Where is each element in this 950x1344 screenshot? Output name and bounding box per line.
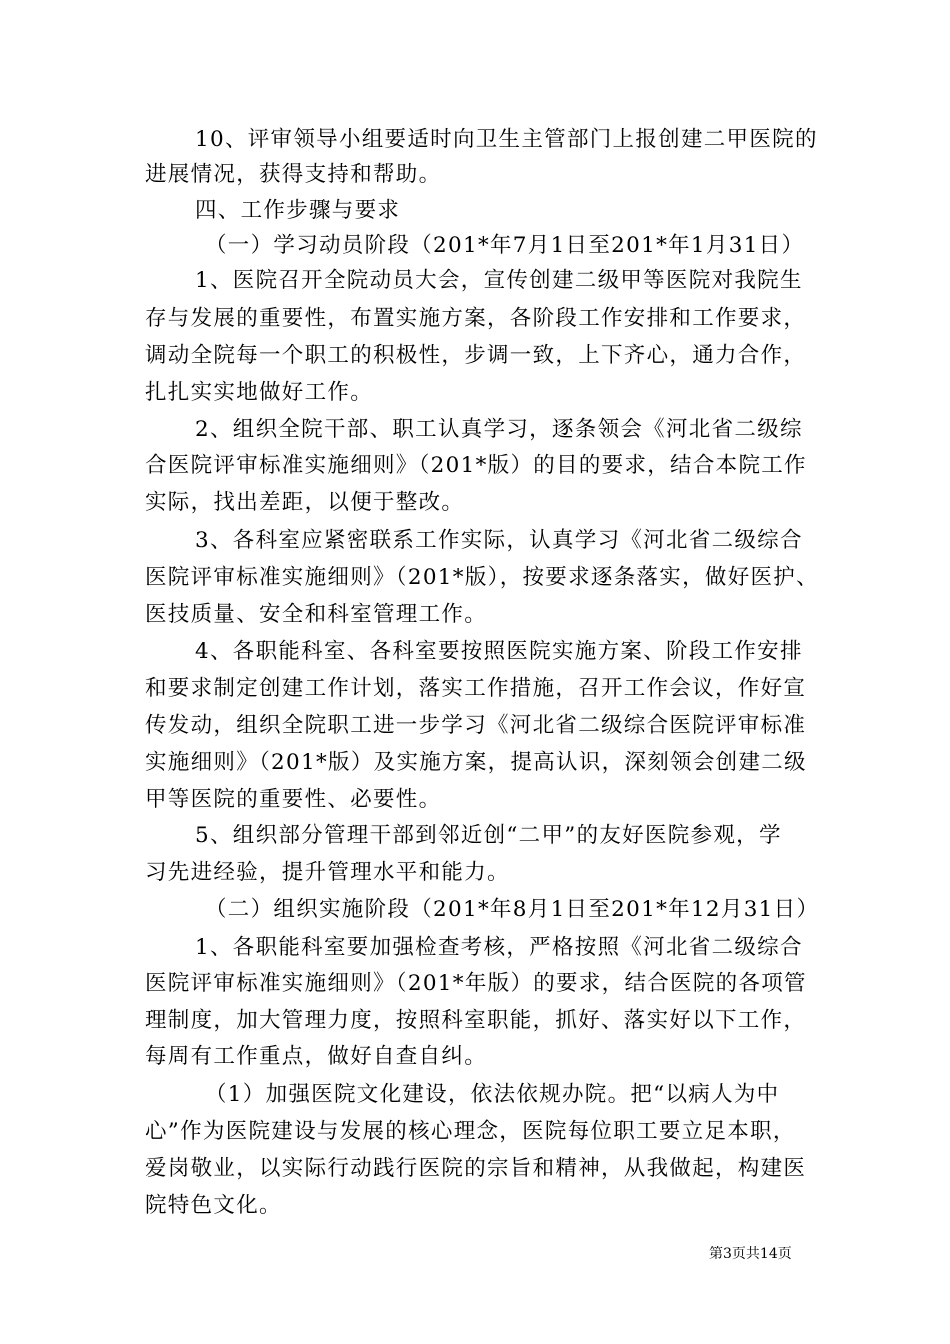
paragraph-line: 调动全院每一个职工的积极性，步调一致，上下齐心，通力合作， [145,343,807,368]
paragraph-line: 实施细则》（201*版）及实施方案，提高认识，深刻领会创建二级 [145,750,807,775]
paragraph-line: 理制度，加大管理力度，按照科室职能，抓好、落实好以下工作， [145,1008,807,1033]
paragraph-line: 心”作为医院建设与发展的核心理念，医院每位职工要立足本职， [145,1119,796,1144]
paragraph-line: 2、组织全院干部、职工认真学习，逐条领会《河北省二级综 [195,417,803,442]
paragraph-line: 每周有工作重点，做好自查自纠。 [145,1044,488,1069]
page-number: 第3页共14页 [709,1246,792,1262]
paragraph-line: 院特色文化。 [145,1193,282,1218]
paragraph-line: 1、医院召开全院动员大会，宣传创建二级甲等医院对我院生 [195,268,803,293]
paragraph-line: 传发动，组织全院职工进一步学习《河北省二级综合医院评审标准 [145,713,807,738]
paragraph-line: 甲等医院的重要性、必要性。 [145,787,442,812]
paragraph-line: 扎扎实实地做好工作。 [145,380,374,405]
subsection-heading: （一）学习动员阶段（201*年7月1日至201*年1月31日） [205,233,805,258]
paragraph-line: 存与发展的重要性，布置实施方案，各阶段工作安排和工作要求， [145,306,807,331]
paragraph-line: 进展情况，获得支持和帮助。 [145,162,442,187]
paragraph-line: 爱岗敬业，以实际行动践行医院的宗旨和精神，从我做起，构建医 [145,1156,807,1181]
paragraph-line: 医院评审标准实施细则》（201*版），按要求逐条落实，做好医护、 [145,565,819,590]
paragraph-line: 3、各科室应紧密联系工作实际，认真学习《河北省二级综合 [195,528,803,553]
paragraph-line: 医技质量、安全和科室管理工作。 [145,602,488,627]
paragraph-line: 1、各职能科室要加强检查考核，严格按照《河北省二级综合 [195,935,803,960]
paragraph-line: 10、评审领导小组要适时向卫生主管部门上报创建二甲医院的 [195,127,818,152]
paragraph-line: （1）加强医院文化建设，依法依规办院。把“以病人为中 [205,1082,780,1107]
paragraph-line: 合医院评审标准实施细则》（201*版）的目的要求，结合本院工作 [145,453,807,478]
paragraph-line: 5、组织部分管理干部到邻近创“二甲”的友好医院参观，学 [195,823,782,848]
paragraph-line: 和要求制定创建工作计划，落实工作措施，召开工作会议，作好宣 [145,676,807,701]
subsection-heading: （二）组织实施阶段（201*年8月1日至201*年12月31日） [205,897,820,922]
paragraph-line: 医院评审标准实施细则》（201*年版）的要求，结合医院的各项管 [145,971,807,996]
paragraph-line: 习先进经验，提升管理水平和能力。 [145,860,510,885]
paragraph-line: 4、各职能科室、各科室要按照医院实施方案、阶段工作安排 [195,639,803,664]
section-heading: 四、工作步骤与要求 [195,198,401,223]
paragraph-line: 实际，找出差距，以便于整改。 [145,490,465,515]
